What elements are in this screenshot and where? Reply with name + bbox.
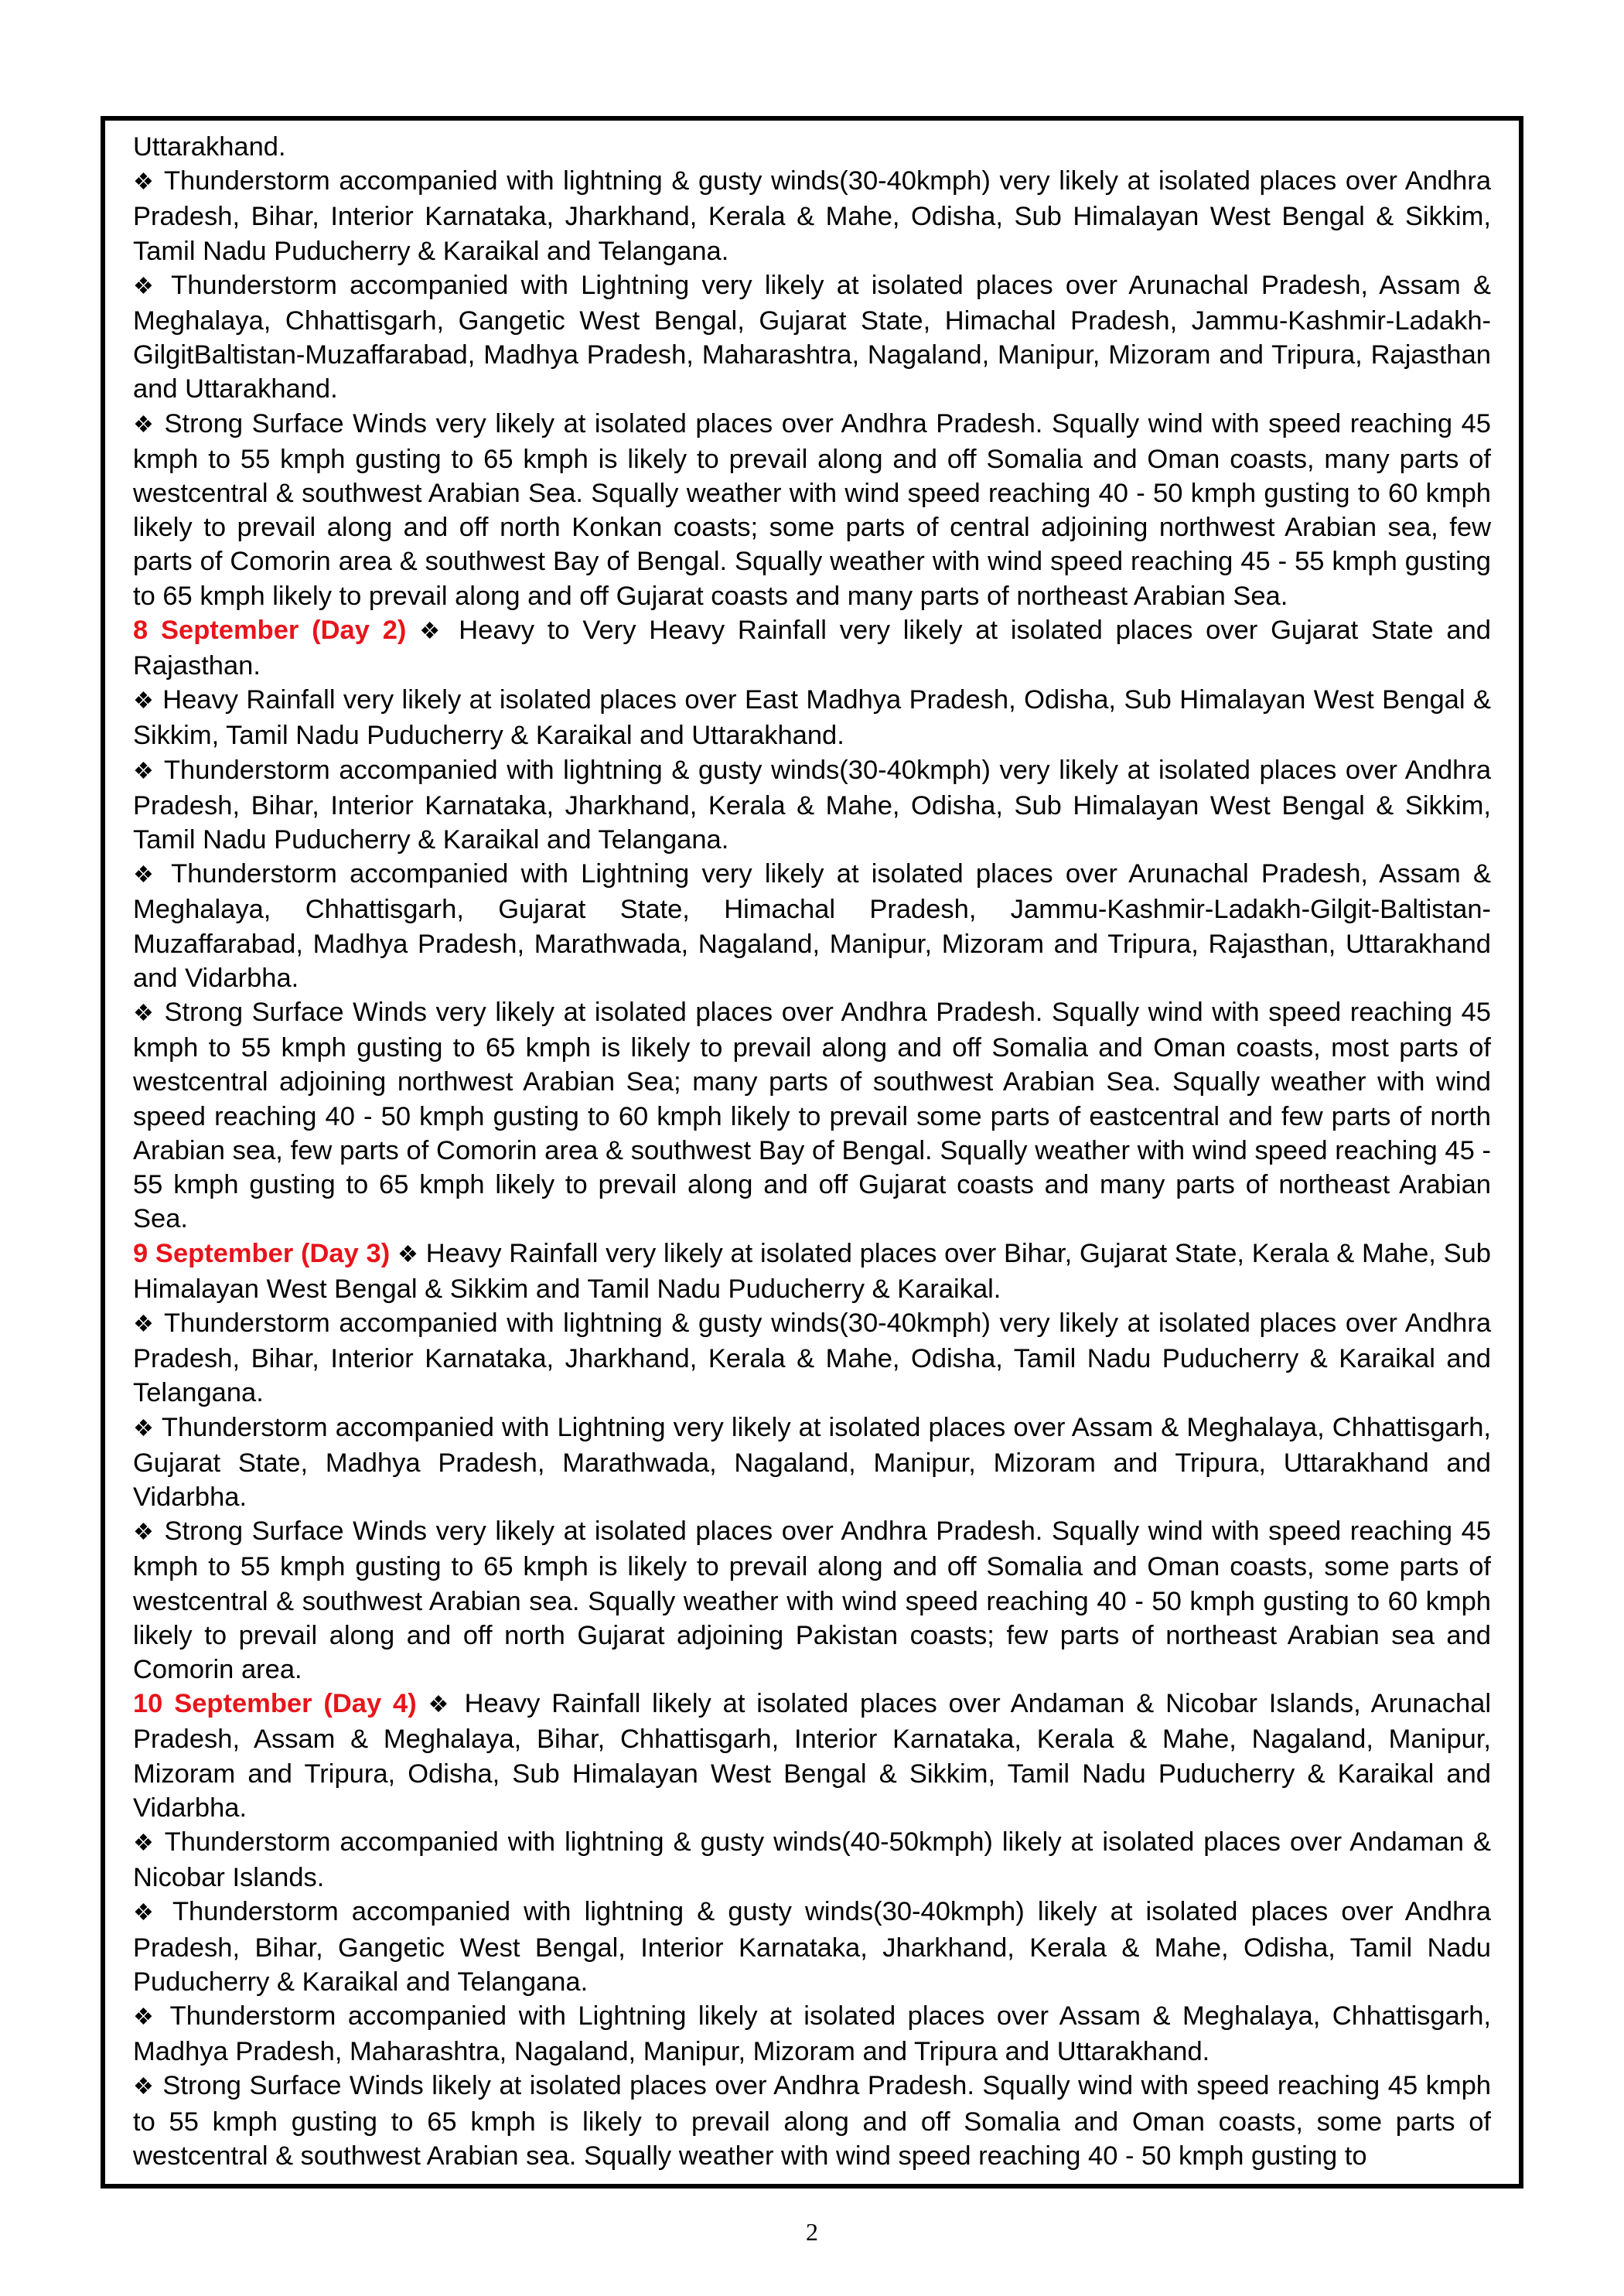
bullet-icon: ❖ — [133, 273, 159, 299]
paragraph-text: Thunderstorm accompanied with Lightning very likely at isolated places over Arunachal Pradesh, Assam & Meghalaya, Chhattisgarh, Gangetic West Bengal, Gujarat State, Himachal Pradesh, Jammu-Kashmir-Ladakh-GilgitBaltistan-Muzaffarabad, Madhya Pradesh, Maharashtra, Nagaland, Manipur, Mizoram and Tripura, Rajasthan and Uttarakhand. — [133, 270, 1491, 404]
paragraph-text: Strong Surface Winds very likely at isolated places over Andhra Pradesh. Squally wind with speed reaching 45 kmph to 55 kmph gusting to 65 kmph is likely to prevail along and off Somalia and Oman coasts, many parts of westcentral & southwest Arabian Sea. Squally weather with wind speed reaching 40 - 50 kmph gusting to 60 kmph likely to prevail along and off north Konkan coasts; some parts of central adjoining northwest Arabian sea, few parts of Comorin area & southwest Bay of Bengal. Squally weather with wind speed reaching 45 - 55 kmph gusting to 65 kmph likely to prevail along and off Gujarat coasts and many parts of northeast Arabian Sea. — [133, 408, 1491, 611]
paragraph-day4-thunderstorm-andaman — [133, 1825, 1491, 1895]
bullet-icon: ❖ — [133, 411, 155, 438]
paragraph-day2-heavy-rainfall — [133, 683, 1491, 752]
bullet-icon: ❖ — [133, 1415, 155, 1441]
paragraph-text: Uttarakhand. — [133, 132, 286, 162]
paragraph-text: Heavy Rainfall very likely at isolated places over East Madhya Pradesh, Odisha, Sub Himalayan West Bengal & Sikkim, Tamil Nadu Puducherry & Karaikal and Uttarakhand. — [133, 685, 1491, 751]
bullet-icon: ❖ — [419, 618, 446, 644]
paragraph-day4-thunderstorm-lightning — [133, 1999, 1491, 2069]
paragraph-day2-rainfall-heading — [133, 613, 1491, 683]
paragraph-text: Heavy to Very Heavy Rainfall very likely at isolated places over Gujarat State and Rajasthan. — [133, 615, 1491, 681]
paragraph-text: Thunderstorm accompanied with lightning & gusty winds(40-50kmph) likely at isolated places over Andaman & Nicobar Islands. — [133, 1827, 1491, 1893]
paragraph-text: Heavy Rainfall very likely at isolated places over Bihar, Gujarat State, Kerala & Mahe, Sub Himalayan West Bengal & Sikkim and Tamil Nadu Puducherry & Karaikal. — [133, 1238, 1491, 1304]
page-number: 2 — [806, 2218, 818, 2246]
bullet-icon: ❖ — [133, 1900, 160, 1926]
paragraph-day4-thunderstorm-gusty — [133, 1895, 1491, 1999]
paragraph-text: Thunderstorm accompanied with lightning & gusty winds(30-40kmph) likely at isolated places over Andhra Pradesh, Bihar, Gangetic West Bengal, Interior Karnataka, Jharkhand, Kerala & Mahe, Odisha, Tamil Nadu Puducherry & Karaikal and Telangana. — [133, 1897, 1491, 1997]
paragraph-text: Thunderstorm accompanied with lightning & gusty winds(30-40kmph) very likely at isolated places over Andhra Pradesh, Bihar, Interior Karnataka, Jharkhand, Kerala & Mahe, Odisha, Sub Himalayan West Bengal & Sikkim, Tamil Nadu Puducherry & Karaikal and Telangana. — [133, 166, 1491, 266]
forecast-text-box — [101, 116, 1523, 2189]
paragraph-day3-thunderstorm-gusty — [133, 1306, 1491, 1411]
paragraph-text: Thunderstorm accompanied with lightning & gusty winds(30-40kmph) very likely at isolated places over Andhra Pradesh, Bihar, Interior Karnataka, Jharkhand, Kerala & Mahe, Odisha, Sub Himalayan West Bengal & Sikkim, Tamil Nadu Puducherry & Karaikal and Telangana. — [133, 755, 1491, 855]
paragraph-text: Thunderstorm accompanied with Lightning very likely at isolated places over Arunachal Pradesh, Assam & Meghalaya, Chhattisgarh, Gujarat State, Himachal Pradesh, Jammu-Kashmir-Ladakh-Gilgit-Baltistan-Muzaffarabad, Madhya Pradesh, Marathwada, Nagaland, Manipur, Mizoram and Tripura, Rajasthan, Uttarakhand and Vidarbha. — [133, 859, 1491, 993]
bullet-icon: ❖ — [133, 2074, 155, 2100]
bullet-icon: ❖ — [133, 1001, 155, 1027]
paragraph-day3-rainfall-heading — [133, 1237, 1491, 1306]
paragraph-text: Strong Surface Winds very likely at isolated places over Andhra Pradesh. Squally wind with speed reaching 45 kmph to 55 kmph gusting to 65 kmph is likely to prevail along and off Somalia and Oman coasts, most parts of westcentral adjoining northwest Arabian Sea; many parts of southwest Arabian Sea. Squally weather with wind speed reaching 40 - 50 kmph gusting to 60 kmph likely to prevail some parts of eastcentral and few parts of north Arabian sea, few parts of Comorin area & southwest Bay of Bengal. Squally weather with wind speed reaching 45 - 55 kmph gusting to 65 kmph likely to prevail along and off Gujarat coasts and many parts of northeast Arabian Sea. — [133, 998, 1491, 1234]
bullet-icon: ❖ — [133, 1311, 155, 1337]
bullet-icon: ❖ — [133, 688, 155, 715]
paragraph-text: Heavy Rainfall likely at isolated places over Andaman & Nicobar Islands, Arunachal Pradesh, Assam & Meghalaya, Bihar, Chhattisgarh, Interior Karnataka, Kerala & Mahe, Nagaland, Manipur, Mizoram and Tripura, Odisha, Sub Himalayan West Bengal & Sikkim, Tamil Nadu Puducherry & Karaikal and Vidarbha. — [133, 1689, 1491, 1823]
bullet-icon: ❖ — [397, 1241, 419, 1267]
paragraph-day3-thunderstorm-lightning — [133, 1411, 1491, 1515]
forecast-content — [133, 130, 1491, 2173]
paragraph-day2-winds — [133, 995, 1491, 1236]
bullet-icon: ❖ — [133, 169, 155, 196]
bullet-icon: ❖ — [133, 2004, 159, 2030]
bullet-icon: ❖ — [133, 1830, 156, 1856]
bullet-icon: ❖ — [428, 1692, 453, 1718]
paragraph-day3-winds — [133, 1514, 1491, 1687]
day-label: 8 September (Day 2) — [133, 615, 407, 645]
paragraph-text: Thunderstorm accompanied with lightning & gusty winds(30-40kmph) very likely at isolated places over Andhra Pradesh, Bihar, Interior Karnataka, Jharkhand, Kerala & Mahe, Odisha, Tamil Nadu Puducherry & Karaikal and Telangana. — [133, 1308, 1491, 1408]
paragraph-text: Thunderstorm accompanied with Lightning likely at isolated places over Assam & Meghalaya, Chhattisgarh, Madhya Pradesh, Maharashtra, Nagaland, Manipur, Mizoram and Tripura and Uttarakhand. — [133, 2001, 1491, 2067]
paragraph-text: Thunderstorm accompanied with Lightning very likely at isolated places over Assam & Meghalaya, Chhattisgarh, Gujarat State, Madhya Pradesh, Marathwada, Nagaland, Manipur, Mizoram and Tripura, Uttarakhand and Vidarbha. — [133, 1412, 1491, 1512]
paragraph-day1-thunderstorm-gusty — [133, 164, 1491, 268]
day-label: 10 September (Day 4) — [133, 1689, 417, 1719]
day-label: 9 September (Day 3) — [133, 1238, 391, 1268]
paragraph-day2-thunderstorm-gusty — [133, 753, 1491, 858]
bullet-icon: ❖ — [133, 1520, 155, 1546]
paragraph-day2-thunderstorm-lightning — [133, 857, 1491, 995]
bullet-icon: ❖ — [133, 862, 159, 889]
paragraph-day1-thunderstorm-lightning — [133, 268, 1491, 407]
paragraph-day1-winds — [133, 407, 1491, 613]
paragraph-continuation — [133, 130, 1491, 164]
paragraph-text: Strong Surface Winds very likely at isolated places over Andhra Pradesh. Squally wind with speed reaching 45 kmph to 55 kmph gusting to 65 kmph is likely to prevail along and off Somalia and Oman coasts, some parts of westcentral & southwest Arabian sea. Squally weather with wind speed reaching 40 - 50 kmph gusting to 60 kmph likely to prevail along and off north Gujarat adjoining Pakistan coasts; few parts of northeast Arabian sea and Comorin area. — [133, 1516, 1491, 1684]
paragraph-text: Strong Surface Winds likely at isolated places over Andhra Pradesh. Squally wind with speed reaching 45 kmph to 55 kmph gusting to 65 kmph is likely to prevail along and off Somalia and Oman coasts, some parts of westcentral & southwest Arabian sea. Squally weather with wind speed reaching 40 - 50 kmph gusting to — [133, 2071, 1491, 2171]
paragraph-day4-rainfall-heading — [133, 1687, 1491, 1825]
bullet-icon: ❖ — [133, 758, 155, 784]
paragraph-day4-winds — [133, 2069, 1491, 2173]
